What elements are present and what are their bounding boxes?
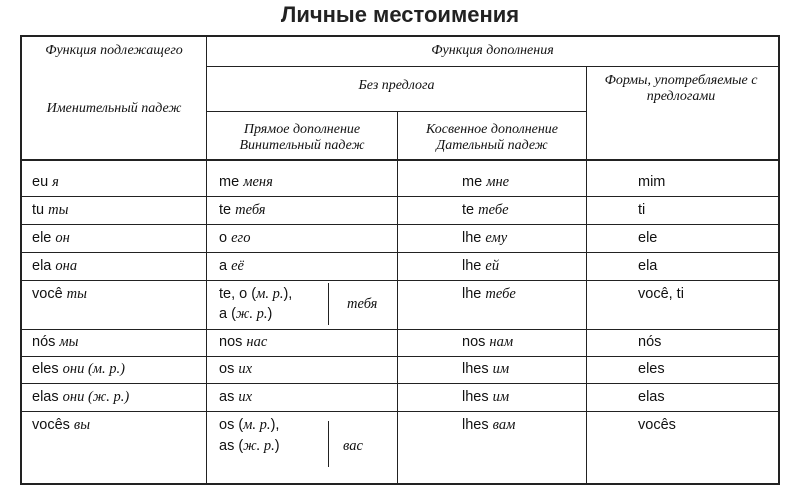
header-nominative: Именительный падеж xyxy=(46,101,182,116)
prepositional-form-cell: nós xyxy=(638,334,662,350)
header-divider-object xyxy=(206,66,778,67)
direct-object-line-2: as (ж. р.) xyxy=(219,438,280,454)
prepositional-form-cell: mim xyxy=(638,174,666,190)
table-border-bottom xyxy=(20,483,780,485)
subject-cell: eles они (м. р.) xyxy=(32,361,125,377)
row-line xyxy=(20,280,780,281)
direct-object-translation: тебя xyxy=(347,296,378,312)
direct-object-cell: os их xyxy=(219,361,253,377)
indirect-object-cell: lhe ему xyxy=(462,230,508,246)
inner-divider xyxy=(328,283,329,325)
indirect-object-cell: lhe ей xyxy=(462,258,500,274)
table-border-right xyxy=(778,35,780,485)
direct-object-cell: me меня xyxy=(219,174,273,190)
subject-cell: vocês вы xyxy=(32,417,91,433)
subject-cell: ele он xyxy=(32,230,70,246)
direct-object-line-1: os (м. р.), xyxy=(219,417,280,433)
subject-cell: tu ты xyxy=(32,202,69,218)
header-direct-object xyxy=(207,122,397,154)
header-bottom-line xyxy=(20,159,780,161)
header-without-preposition: Без предлога xyxy=(358,78,435,93)
table-border-top xyxy=(20,35,780,37)
direct-object-cell: o его xyxy=(219,230,251,246)
header-subject-function: Функция подлежащего xyxy=(45,43,183,58)
indirect-object-cell: me мне xyxy=(462,174,510,190)
header-indirect-object xyxy=(398,122,586,154)
row-line xyxy=(20,329,780,330)
prepositional-form-cell: ti xyxy=(638,202,646,218)
indirect-object-cell: te тебе xyxy=(462,202,509,218)
prepositional-form-cell: ela xyxy=(638,258,658,274)
inner-divider xyxy=(328,421,329,467)
column-line xyxy=(206,35,207,485)
prepositional-form-cell: você, ti xyxy=(638,286,684,302)
direct-object-cell: nos нас xyxy=(219,334,268,350)
row-line xyxy=(20,224,780,225)
header-direct-object-line1: Прямое дополнение xyxy=(243,122,361,137)
direct-object-line-2: a (ж. р.) xyxy=(219,306,273,322)
indirect-object-cell: lhes им xyxy=(462,361,510,377)
prepositional-form-cell: ele xyxy=(638,230,658,246)
row-line xyxy=(20,383,780,384)
direct-object-cell: te тебя xyxy=(219,202,266,218)
header-indirect-object-line1: Косвенное дополнение xyxy=(425,122,559,137)
column-line xyxy=(397,111,398,485)
subject-cell: ela она xyxy=(32,258,78,274)
column-line xyxy=(586,66,587,485)
header-object-function: Функция дополнения xyxy=(431,43,554,58)
subject-cell: elas они (ж. р.) xyxy=(32,389,130,405)
direct-object-translation: вас xyxy=(343,438,363,454)
row-line xyxy=(20,196,780,197)
page-title: Личные местоимения xyxy=(280,2,520,27)
header-direct-object-line2: Винительный падеж xyxy=(239,138,365,153)
indirect-object-cell: lhes им xyxy=(462,389,510,405)
header-with-prepositions: Формы, употребляемые с предлогами xyxy=(604,73,758,104)
pronoun-table xyxy=(20,35,780,485)
subject-cell: eu я xyxy=(32,174,59,190)
direct-object-cell: as их xyxy=(219,389,253,405)
header-divider-case xyxy=(206,111,586,112)
prepositional-form-cell: elas xyxy=(638,389,665,405)
indirect-object-cell: lhes вам xyxy=(462,417,516,433)
indirect-object-cell: lhe тебе xyxy=(462,286,516,302)
direct-object-line-1: te, o (м. р.), xyxy=(219,286,293,302)
header-indirect-object-line2: Дательный падеж xyxy=(436,138,548,153)
direct-object-cell: a её xyxy=(219,258,244,274)
indirect-object-cell: nos нам xyxy=(462,334,514,350)
subject-cell: você ты xyxy=(32,286,87,302)
subject-cell: nós мы xyxy=(32,334,79,350)
row-line xyxy=(20,356,780,357)
row-line xyxy=(20,411,780,412)
row-line xyxy=(20,252,780,253)
prepositional-form-cell: vocês xyxy=(638,417,676,433)
prepositional-form-cell: eles xyxy=(638,361,665,377)
